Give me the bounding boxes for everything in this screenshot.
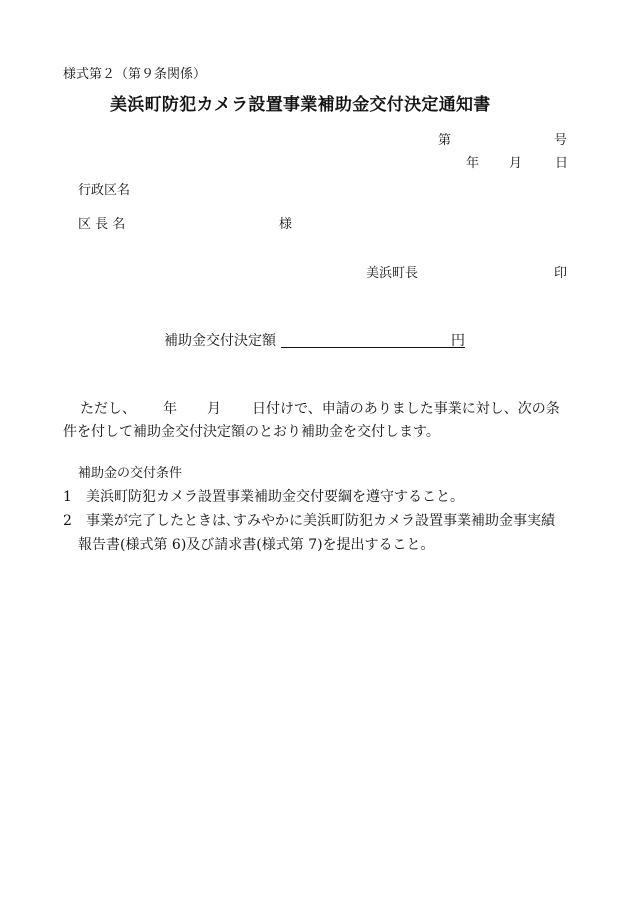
body-line-1-rest: 日付けで、申請のありました事業に対し、次の条 xyxy=(252,401,560,417)
number-suffix: 号 xyxy=(554,133,568,148)
condition-1-number: 1 xyxy=(63,489,72,505)
amount-unit: 円 xyxy=(451,333,465,349)
honorific-sama: 様 xyxy=(279,217,293,232)
date-month: 月 xyxy=(509,156,523,171)
date-year: 年 xyxy=(466,156,480,171)
date-day: 日 xyxy=(555,156,569,171)
body-year: 年 xyxy=(163,401,177,417)
body-month: 月 xyxy=(207,401,221,417)
body-line-1-prefix: ただし、 xyxy=(80,401,136,417)
condition-2-text-continued: 報告書(様式第 6)及び請求書(様式第 7)を提出すること。 xyxy=(78,537,435,553)
number-prefix: 第 xyxy=(438,133,452,148)
document-title: 美浜町防犯カメラ設置事業補助金交付決定通知書 xyxy=(110,95,491,115)
district-name-label: 行政区名 xyxy=(78,183,131,198)
condition-1-text: 美浜町防犯カメラ設置事業補助金交付要綱を遵守すること。 xyxy=(86,489,464,505)
condition-2-text: 事業が完了したときは､すみやかに美浜町防犯カメラ設置事業補助金事実績 xyxy=(86,513,555,529)
condition-2-number: 2 xyxy=(63,513,72,529)
seal-mark: 印 xyxy=(554,266,568,281)
amount-label: 補助金交付決定額 xyxy=(164,333,276,349)
district-head-label: 区 長 名 xyxy=(78,217,126,232)
body-line-2: 件を付して補助金交付決定額のとおり補助金を交付します。 xyxy=(63,424,440,440)
conditions-heading: 補助金の交付条件 xyxy=(78,466,183,481)
amount-blank-line xyxy=(281,347,465,348)
form-reference: 様式第２（第９条関係） xyxy=(63,67,207,82)
issuer-name: 美浜町長 xyxy=(366,266,419,281)
